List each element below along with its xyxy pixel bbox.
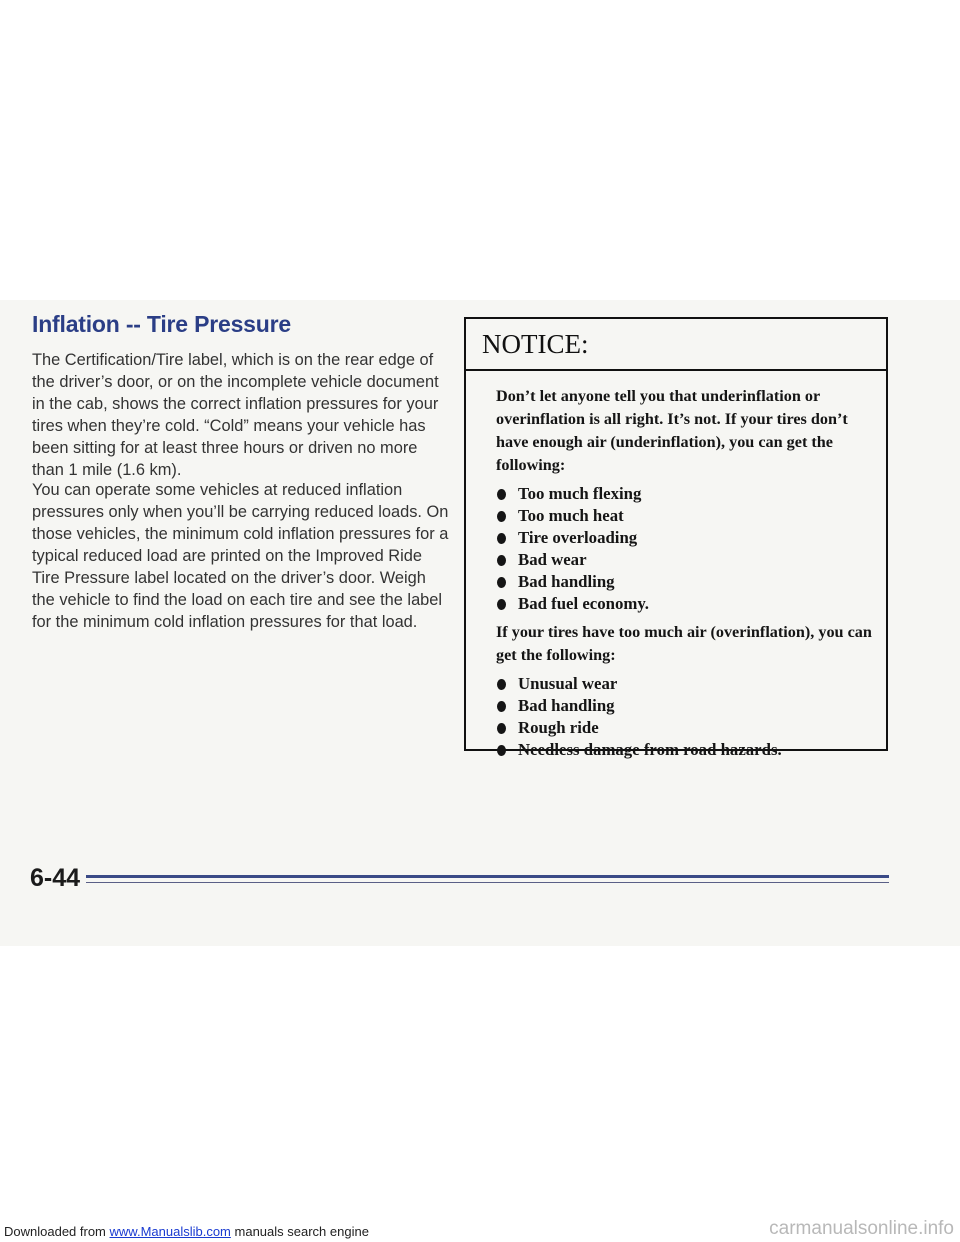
list-item: Bad handling [496, 695, 874, 717]
notice-intro: Don’t let anyone tell you that underinflation or overinflation is all right. It’s not. If your tires don’t have enough air (underinflation), you can get the following: [496, 387, 848, 474]
footer-rule-thin [86, 882, 889, 883]
paragraph-reduced-loads: You can operate some vehicles at reduced inflation pressures only when you’ll be carrying reduced loads. On those vehicles, the minimum cold inflation pressures for a typical reduced load are printed on the Improved Ride Tire Pressure label located on the driver’s door. Weigh the vehicle to find the load on each tire and see the label for the minimum cold inflation pressures for that load. [32, 481, 449, 631]
notice-over-intro: If your tires have too much air (overinflation), you can get the following: [496, 623, 872, 664]
page-number: 6-44 [30, 864, 81, 892]
list-item: Too much flexing [496, 483, 874, 505]
list-item: Needless damage from road hazards. [496, 739, 874, 761]
list-item: Unusual wear [496, 673, 874, 695]
underinflation-list [496, 483, 874, 615]
notice-box [464, 317, 888, 759]
list-item: Bad wear [496, 549, 874, 571]
download-footer [4, 1224, 369, 1239]
page-top-margin [0, 0, 960, 300]
watermark: carmanualsonline.info [769, 1218, 954, 1239]
list-item: Rough ride [496, 717, 874, 739]
list-item: Too much heat [496, 505, 874, 527]
footer-prefix: Downloaded from [4, 1224, 106, 1239]
footer-rule [86, 875, 889, 878]
paragraph-certification-label: The Certification/Tire label, which is on the rear edge of the driver’s door, or on the incomplete vehicle document in the cab, shows the correct inflation pressures for your tires when they’re cold. “Cold” means your vehicle has been sitting for at least three hours or driven no more than 1 mile (1.6 km). [32, 351, 439, 479]
notice-body [466, 371, 886, 761]
overinflation-list [496, 673, 874, 761]
list-item: Bad fuel economy. [496, 593, 874, 615]
list-item: Bad handling [496, 571, 874, 593]
notice-title: NOTICE: [466, 319, 886, 371]
page-bottom-margin [0, 946, 960, 1242]
section-heading: Inflation -- Tire Pressure [32, 311, 291, 337]
manualslib-link[interactable]: www.Manualslib.com [109, 1224, 231, 1239]
list-item: Tire overloading [496, 527, 874, 549]
footer-suffix: manuals search engine [234, 1224, 369, 1239]
